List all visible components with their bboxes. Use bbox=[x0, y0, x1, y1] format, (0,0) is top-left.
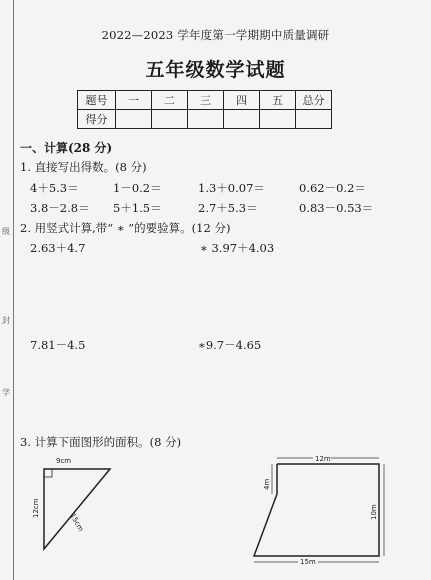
vertical-calc-item: ∗9.7－4.65 bbox=[198, 338, 262, 352]
calc-item: 3.8－2.8＝ bbox=[30, 201, 90, 215]
triangle-shape bbox=[44, 469, 110, 549]
score-input-cell[interactable] bbox=[224, 110, 260, 129]
exam-header: 2022—2023 学年度第一学期期中质量调研 bbox=[101, 28, 330, 42]
trapezoid-bottom-label: 15m bbox=[300, 558, 316, 566]
score-input-cell[interactable] bbox=[188, 110, 224, 129]
score-cell: 三 bbox=[188, 91, 224, 110]
triangle-top-label: 9cm bbox=[56, 457, 72, 465]
trapezoid-figure bbox=[246, 450, 386, 566]
calc-item: 1.3＋0.07＝ bbox=[198, 181, 265, 195]
score-cell: 五 bbox=[260, 91, 296, 110]
calc-item: 4＋5.3＝ bbox=[30, 181, 79, 195]
score-table bbox=[77, 90, 332, 129]
side-mark-seal: 封 bbox=[2, 316, 10, 325]
right-angle-mark bbox=[44, 469, 52, 477]
trapezoid-notch-label: 4m bbox=[263, 478, 271, 490]
calc-item: 1－0.2＝ bbox=[113, 181, 162, 195]
score-cell: 四 bbox=[224, 91, 260, 110]
triangle-hyp-label: 15cm bbox=[68, 512, 85, 533]
vertical-calc-item: 7.81－4.5 bbox=[30, 338, 86, 352]
question-3-title: 3. 计算下面图形的面积。(8 分) bbox=[20, 435, 182, 449]
vertical-calc-item: 2.63＋4.7 bbox=[30, 241, 86, 255]
right-triangle-figure bbox=[24, 451, 124, 571]
calc-item: 0.83－0.53＝ bbox=[299, 201, 374, 215]
score-cell: 得分 bbox=[78, 110, 116, 129]
calc-item: 5＋1.5＝ bbox=[113, 201, 162, 215]
score-input-cell[interactable] bbox=[260, 110, 296, 129]
question-1-title: 1. 直接写出得数。(8 分) bbox=[20, 160, 147, 174]
trapezoid-shape bbox=[254, 464, 379, 556]
score-input-cell[interactable] bbox=[116, 110, 152, 129]
binding-line bbox=[13, 0, 14, 580]
score-cell: 题号 bbox=[78, 91, 116, 110]
side-mark-class: 级 bbox=[2, 227, 10, 236]
vertical-calc-item: ∗ 3.97＋4.03 bbox=[200, 241, 275, 255]
section-title: 一、计算(28 分) bbox=[20, 141, 113, 155]
triangle-left-label: 12cm bbox=[32, 498, 40, 518]
question-2-title: 2. 用竖式计算,带“ ∗ ”的要验算。(12 分) bbox=[20, 221, 231, 235]
score-input-cell[interactable] bbox=[152, 110, 188, 129]
score-cell: 总分 bbox=[296, 91, 332, 110]
score-table-score-row bbox=[78, 110, 332, 129]
score-cell: 二 bbox=[152, 91, 188, 110]
trapezoid-top-label: 12m bbox=[315, 455, 331, 463]
score-table-header-row bbox=[78, 91, 332, 110]
page-title: 五年级数学试题 bbox=[145, 59, 286, 81]
calc-item: 2.7＋5.3＝ bbox=[198, 201, 258, 215]
score-cell: 一 bbox=[116, 91, 152, 110]
trapezoid-right-label: 10m bbox=[370, 504, 378, 520]
calc-item: 0.62－0.2＝ bbox=[299, 181, 366, 195]
score-input-cell[interactable] bbox=[296, 110, 332, 129]
side-mark-student: 学 bbox=[2, 388, 10, 397]
